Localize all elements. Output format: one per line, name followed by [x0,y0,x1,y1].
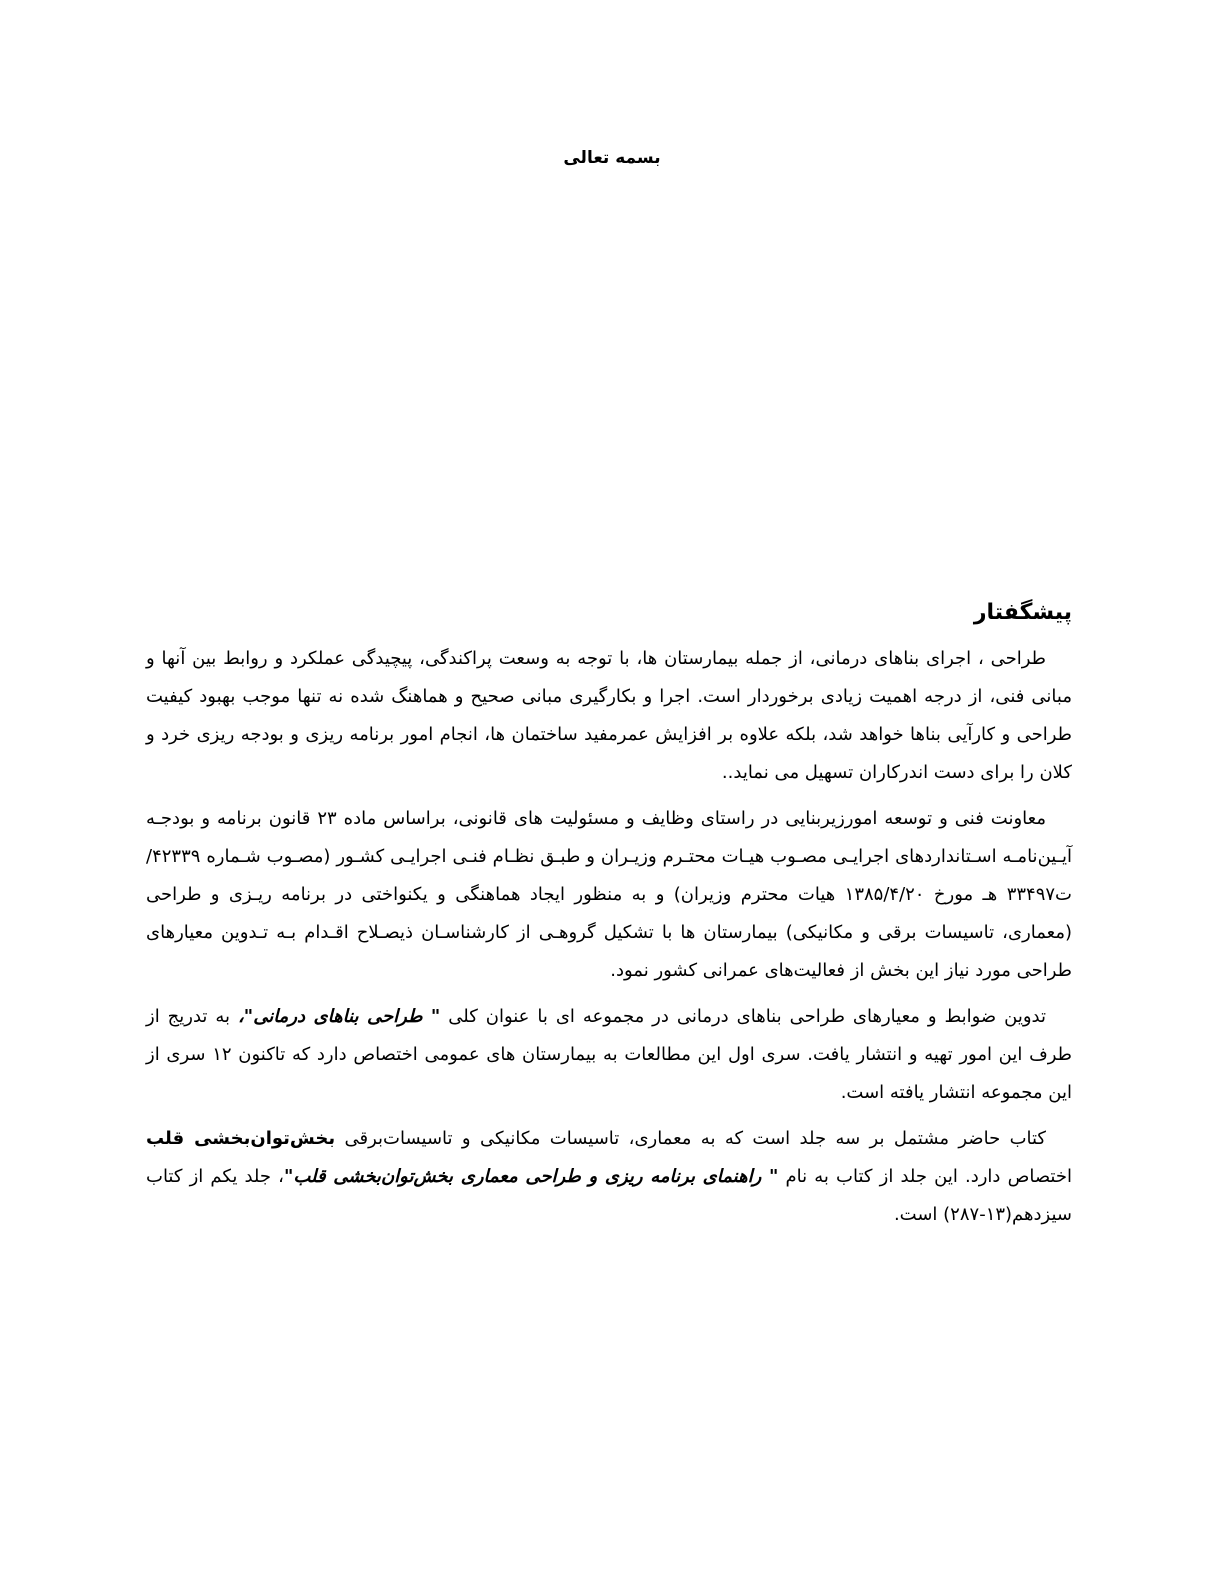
series-title-emphasis: " طراحی بناهای درمانی"، [238,1006,441,1027]
basmala-header: بسمه تعالی [563,148,661,168]
paragraph-1: طراحی ، اجرای بناهای درمانی، از جمله بیمارستان ها، با توجه به وسعت پراکندگی، پیچیدگی عملکرد و روابط بین آنها و مبانی فنی، از درجه اهمیت زیادی برخوردار است. اجرا و بکارگیری مبانی صحیح و هماهنگ شده نه تنها موجب بهبود کیفیت طراحی و کارآیی بناها خواهد شد، بلکه علاوه بر افزایش عمرمفید ساختمان ها، انجام امور برنامه ریزی و بودجه ریزی خرد و کلان را برای دست اندرکاران تسهیل می نماید.. [146,648,1072,783]
preface-section [146,592,1072,1242]
book-title-emphasis: " راهنمای برنامه ریزی و طراحی معماری بخش‌توان‌بخشی قلب" [283,1166,779,1187]
paragraph-2: معاونت فنی و توسعه امورزیربنایی در راستای وظایف و مسئولیت های قانونی، براساس ماده ۲۳ قانون برنامه و بودجـه آیـین‌نامـه اسـتانداردهای اجرایـی مصـوب هیـات محتـرم وزیـران و طبـق نظـام فنـی اجرایـی کشـور (مصـوب شـماره ۴۲۳۳۹/ت۳۳۴۹۷ هـ مورخ ۱۳۸۵/۴/۲۰ هیات محترم وزیران) و به منظور ایجاد هماهنگی و یکنواختی در برنامه ریـزی و طراحی (معماری، تاسیسات برقی و مکانیکی) بیمارستان ها با تشکیل گروهـی از کارشناسـان ذیصـلاح اقـدام بـه تـدوین معیارهای طراحی مورد نیاز این بخش از فعالیت‌های عمرانی کشور نمود. [146,808,1072,981]
department-name-bold: بخش‌توان‌بخشی قلب [146,1128,336,1149]
paragraph-4 [146,1120,1072,1234]
paragraph-3-text-end: به تدریج از طرف این امور تهیه و انتشار یافت. سری اول این مطالعات به بیمارستان های عمومی اختصاص دارد که تاکنون ۱۲ سری از این مجموعه انتشار یافته است. [146,1006,1072,1103]
paragraph-3-text-start: تدوین ضوابط و معیارهای طراحی بناهای درمانی در مجموعه ای با عنوان کلی [440,1006,1047,1027]
preface-heading: پیشگفتار [973,600,1072,625]
paragraph-4-text-end: ، جلد یکم از کتاب سیزدهم(۱۳-۲۸۷) است. [146,1166,1072,1225]
paragraph-4-text-middle: اختصاص دارد. این جلد از کتاب به نام [778,1166,1072,1187]
paragraph-3 [146,998,1072,1112]
paragraph-4-text-start: کتاب حاضر مشتمل بر سه جلد است که به معماری، تاسیسات مکانیکی و تاسیسات‌برقی [335,1128,1047,1149]
